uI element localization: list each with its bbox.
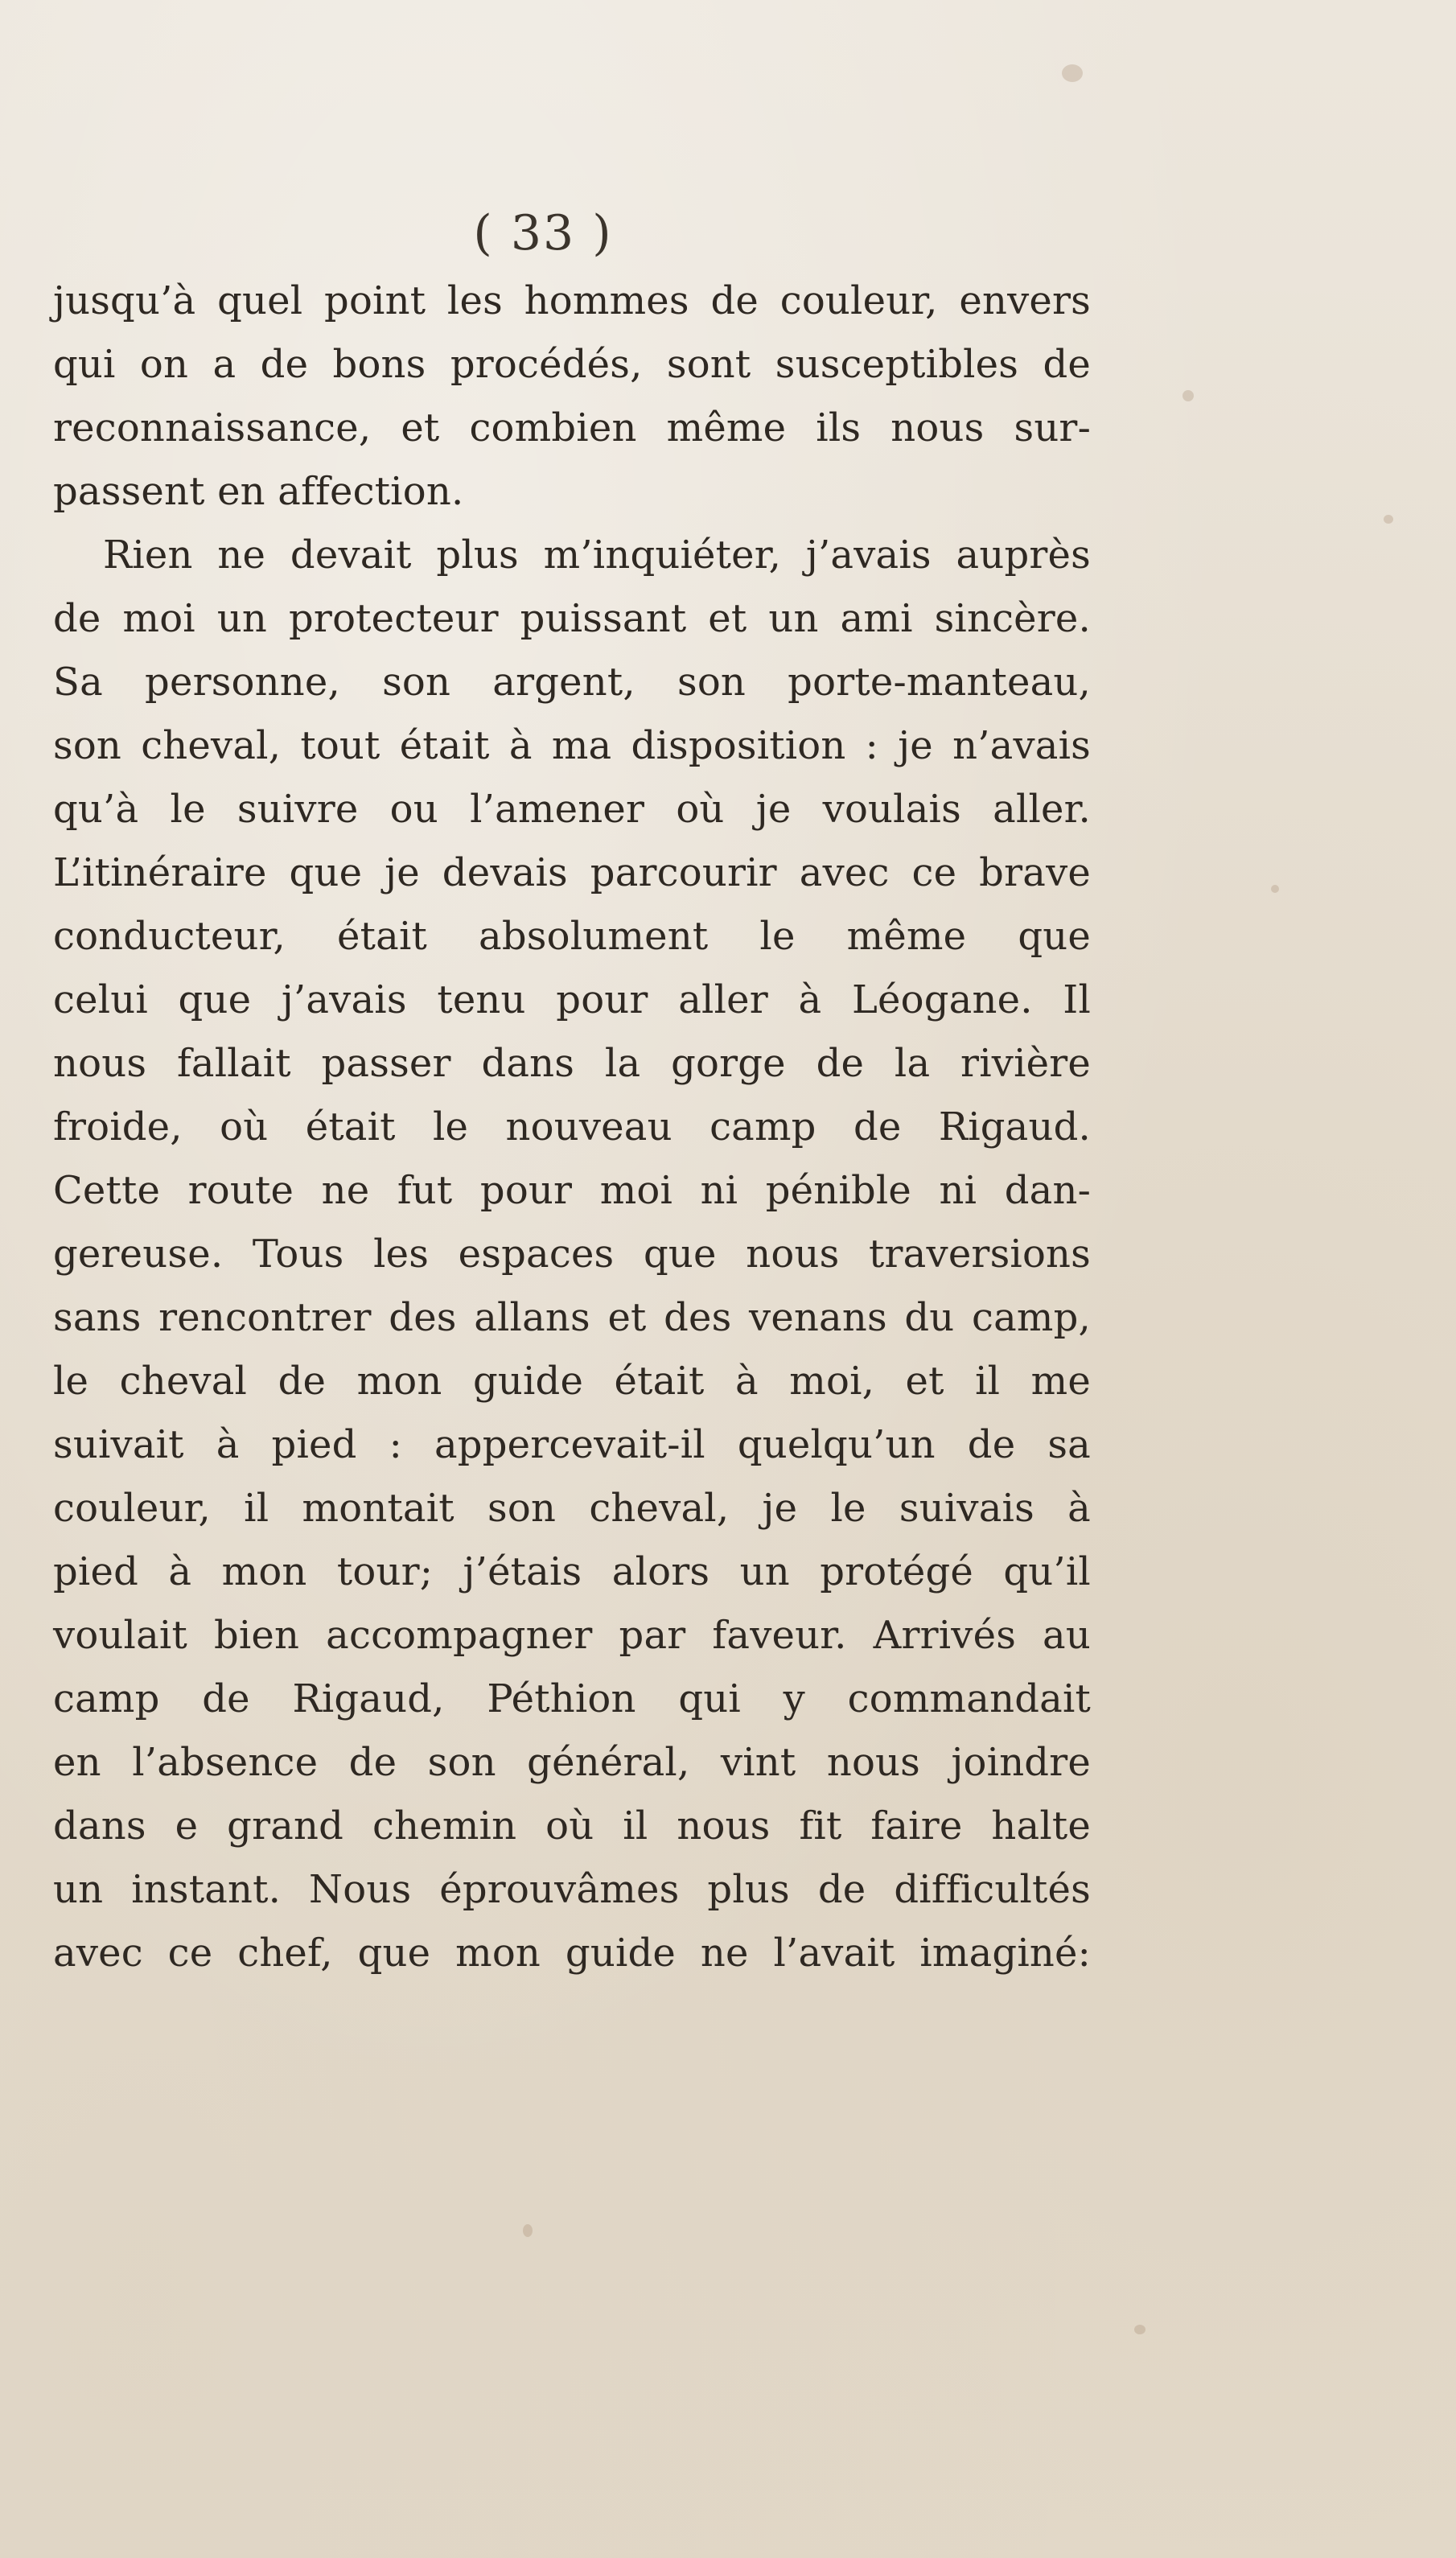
text-line: Rien ne devait plus m’inquiéter, j’avais auprès (103, 533, 1091, 578)
page-number: ( 33 ) (473, 205, 613, 261)
text-line: Sa personne, son argent, son porte-manteau, (53, 660, 1091, 705)
text-line: de moi un protecteur puissant et un ami sincère. (53, 596, 1091, 641)
text-line: couleur, il montait son cheval, je le suivais à (53, 1486, 1091, 1531)
text-line: voulait bien accompagner par faveur. Arrivés au (53, 1613, 1091, 1658)
text-line: passent en affection. (53, 469, 464, 514)
paper-stain (1062, 64, 1083, 82)
text-line: gereuse. Tous les espaces que nous traversions (53, 1232, 1091, 1277)
text-line: en l’absence de son général, vint nous joindre (53, 1740, 1091, 1785)
paper-stain (1271, 885, 1279, 893)
text-line: avec ce chef, que mon guide ne l’avait imaginé: (53, 1931, 1091, 1976)
text-line: froide, où était le nouveau camp de Rigaud. (53, 1104, 1091, 1149)
text-line: camp de Rigaud, Péthion qui y commandait (53, 1676, 1091, 1721)
text-line: Cette route ne fut pour moi ni pénible ni dan- (53, 1168, 1091, 1213)
text-line: conducteur, était absolument le même que (53, 914, 1091, 959)
text-line: dans e grand chemin où il nous fit faire halte (53, 1803, 1091, 1849)
text-line: son cheval, tout était à ma disposition : je n’avais (53, 723, 1091, 768)
text-line: un instant. Nous éprouvâmes plus de difficultés (53, 1867, 1091, 1912)
paper-stain (523, 2224, 533, 2237)
text-line: nous fallait passer dans la gorge de la rivière (53, 1041, 1091, 1086)
paper-stain (1134, 2325, 1145, 2334)
text-line: celui que j’avais tenu pour aller à Léogane. Il (53, 977, 1091, 1022)
text-line: le cheval de mon guide était à moi, et il me (53, 1359, 1091, 1404)
text-line: qui on a de bons procédés, sont susceptibles de (53, 342, 1091, 387)
text-line: reconnaissance, et combien même ils nous sur- (53, 405, 1091, 450)
paper-stain (1182, 390, 1194, 401)
text-line: sans rencontrer des allans et des venans du camp, (53, 1295, 1091, 1340)
text-line: pied à mon tour; j’étais alors un protégé qu’il (53, 1549, 1091, 1594)
body-text (53, 269, 1091, 1985)
text-line: jusqu’à quel point les hommes de couleur, envers (53, 278, 1091, 323)
text-line: qu’à le suivre ou l’amener où je voulais aller. (53, 787, 1091, 832)
text-line: suivait à pied : appercevait-il quelqu’un de sa (53, 1422, 1091, 1467)
paper-stain (1384, 515, 1393, 524)
text-line: L’itinéraire que je devais parcourir avec ce brave (53, 850, 1091, 895)
